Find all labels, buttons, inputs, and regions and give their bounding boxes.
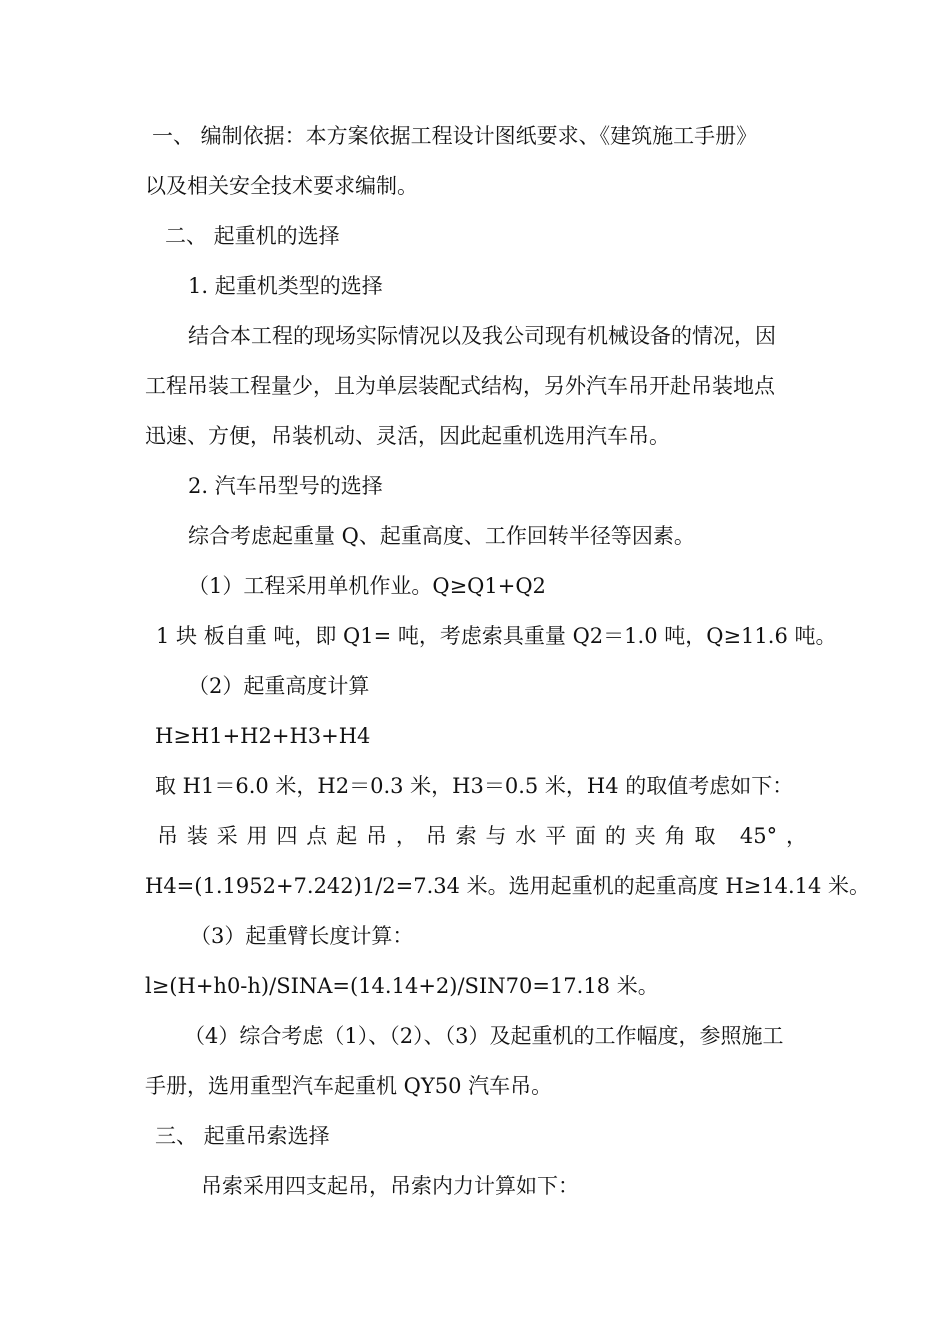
text-line-5: 综合考虑起重量 Q、起重高度、工作回转半径等因素。 xyxy=(188,524,695,548)
formula-line-2: l≥(H+h0-h)/SINA=(14.14+2)/SIN70=17.18 米。 xyxy=(145,974,659,998)
text-line-6: （1）工程采用单机作业。Q≥Q1+Q2 xyxy=(188,574,546,598)
subheading-4: （3）起重臂长度计算： xyxy=(190,924,414,948)
subheading-1: 1. 起重机类型的选择 xyxy=(188,274,383,298)
subheading-3: （2）起重高度计算 xyxy=(188,674,370,698)
text-line-9: 吊装采用四点起吊，吊索与水平面的夹角取 45°， xyxy=(157,824,807,848)
text-line-11: （4）综合考虑（1）、（2）、（3）及起重机的工作幅度，参照施工 xyxy=(184,1024,784,1048)
formula-line-1: H≥H1+H2+H3+H4 xyxy=(155,724,371,748)
section-heading-3: 三、 起重吊索选择 xyxy=(155,1124,330,1148)
text-line-10: H4=(1.1952+7.242)1/2=7.34 米。选用起重机的起重高度 H≥14.14 米。 xyxy=(145,874,871,898)
section-heading-1: 一、 编制依据：本方案依据工程设计图纸要求、《建筑施工手册》 xyxy=(152,124,758,148)
text-line-13: 吊索采用四支起吊，吊索内力计算如下： xyxy=(201,1174,579,1198)
text-line-3: 工程吊装工程量少，且为单层装配式结构，另外汽车吊开赴吊装地点 xyxy=(145,374,775,398)
text-line-4: 迅速、方便，吊装机动、灵活，因此起重机选用汽车吊。 xyxy=(145,424,670,448)
text-line-12: 手册，选用重型汽车起重机 QY50 汽车吊。 xyxy=(145,1074,553,1098)
text-line-8: 取 H1＝6.0 米，H2＝0.3 米，H3＝0.5 米，H4 的取值考虑如下： xyxy=(155,774,794,798)
text-line-2: 结合本工程的现场实际情况以及我公司现有机械设备的情况，因 xyxy=(188,324,776,348)
text-line-1: 以及相关安全技术要求编制。 xyxy=(145,174,418,198)
subheading-2: 2. 汽车吊型号的选择 xyxy=(188,474,383,498)
section-heading-2: 二、 起重机的选择 xyxy=(165,224,340,248)
text-line-7: 1 块 板自重 吨，即 Q1= 吨，考虑索具重量 Q2＝1.0 吨，Q≥11.6 吨。 xyxy=(156,624,837,648)
